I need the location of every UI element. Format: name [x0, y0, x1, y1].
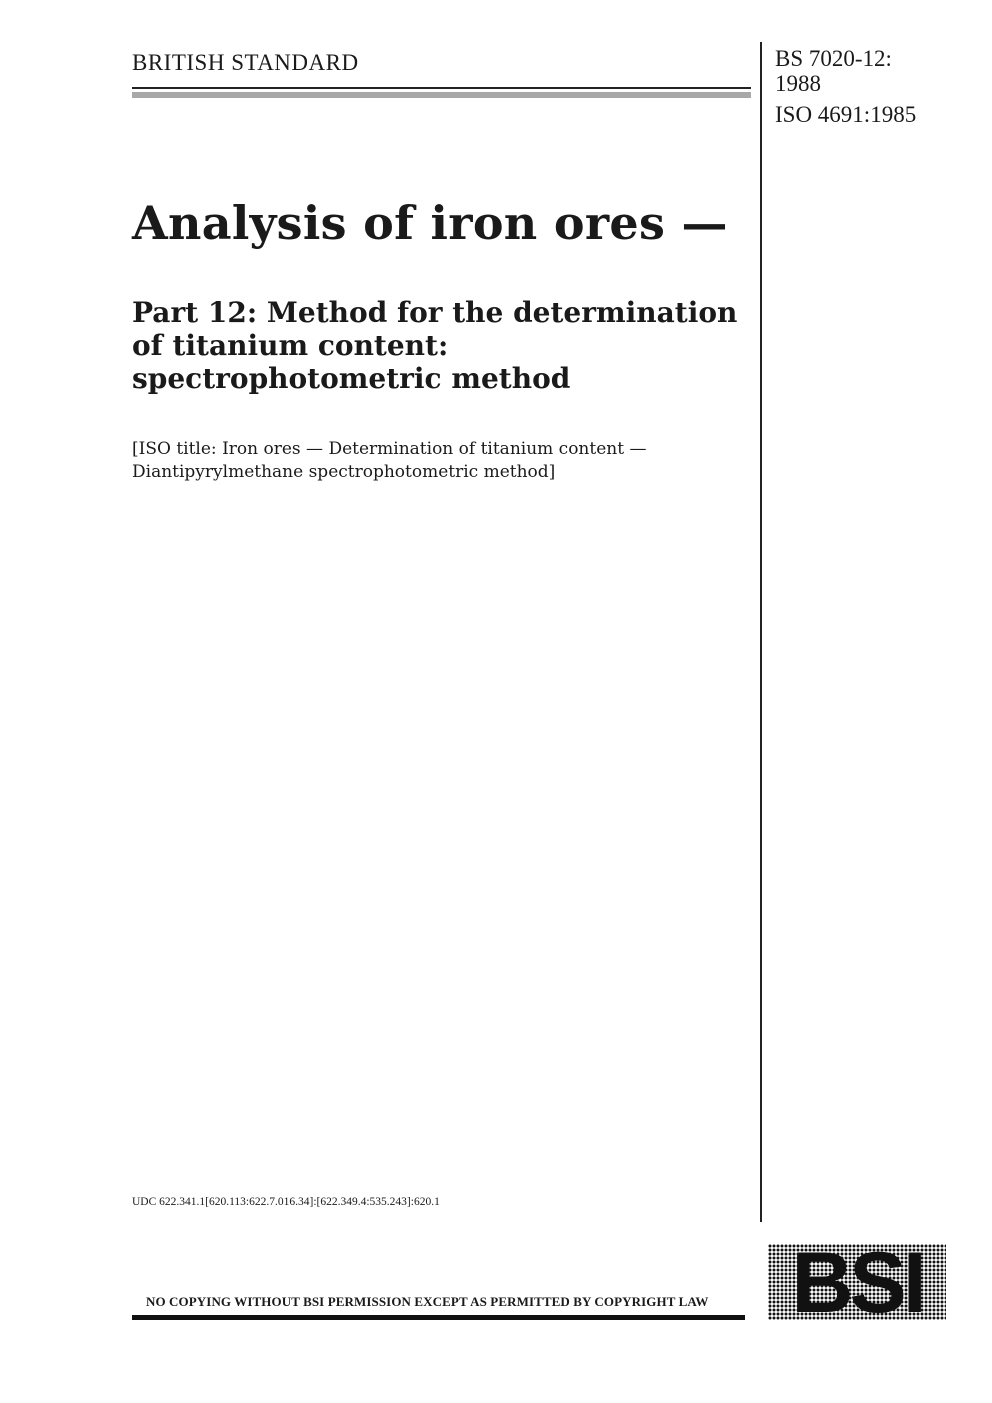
bsi-logo-text: BSI [791, 1244, 923, 1320]
bs-number-line1: BS 7020-12: [775, 46, 892, 71]
part-title-line: spectrophotometric method [132, 362, 571, 395]
standard-number-block [775, 46, 916, 127]
series-label: BRITISH STANDARD [132, 50, 359, 75]
copyright-notice: NO COPYING WITHOUT BSI PERMISSION EXCEPT AS PERMITTED BY COPYRIGHT LAW [146, 1294, 709, 1309]
header-rule-grey [132, 92, 751, 98]
iso-number: ISO 4691:1985 [775, 102, 917, 127]
udc-classification: UDC 622.341.1[620.113:622.7.016.34]:[622.349.4:535.243]:620.1 [132, 1196, 440, 1208]
footer-rule [132, 1315, 745, 1320]
part-title-line: Part 12: Method for the determination [132, 296, 738, 329]
iso-title-line: Diantipyrylmethane spectrophotometric method] [132, 462, 556, 482]
part-title-line: of titanium content: [132, 329, 449, 362]
bsi-logo [768, 1244, 946, 1320]
part-title [132, 296, 752, 395]
iso-title-line: [ISO title: Iron ores — Determination of titanium content — [132, 439, 647, 459]
iso-title [132, 438, 752, 484]
vertical-divider [760, 42, 762, 1222]
header-rule-thin [132, 87, 751, 89]
bs-number-line2: 1988 [775, 71, 821, 96]
document-title: Analysis of iron ores — [132, 196, 728, 250]
